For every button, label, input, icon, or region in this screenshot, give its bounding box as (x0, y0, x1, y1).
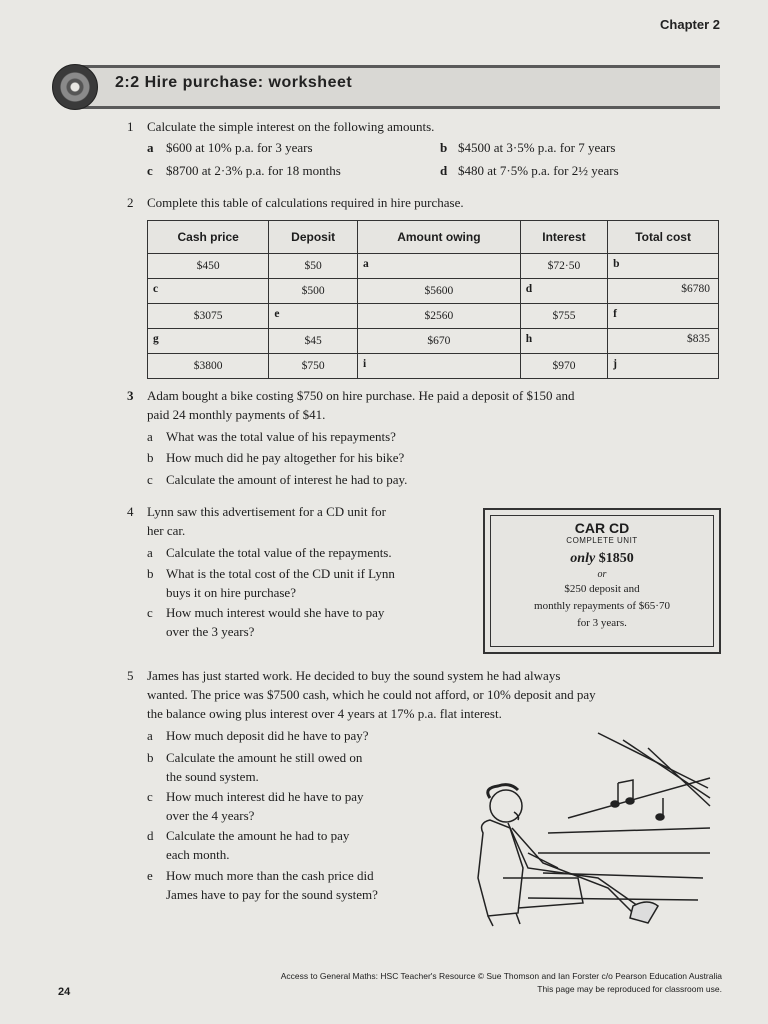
ad-terms: for 3 years. (577, 617, 627, 629)
part-label: d (440, 163, 448, 178)
question-5-line: wanted. The price was $7500 cash, which he could not afford, or 10% deposit and pay (147, 687, 596, 702)
table-cell: $500 (269, 279, 358, 304)
question-2-prompt: Complete this table of calculations required in hire purchase. (147, 195, 464, 210)
part-label: a (147, 140, 154, 155)
table-cell: $3800 (148, 354, 269, 379)
ad-price-value: $1850 (598, 551, 634, 566)
table-cell: $750 (269, 354, 358, 379)
table-cell: $45 (269, 329, 358, 354)
part-label: a (147, 728, 153, 743)
ad-title: CAR CD (574, 520, 630, 536)
table-cell: $670 (357, 329, 520, 354)
footer-reproduce-note: This page may be reproduced for classroom use. (537, 984, 722, 994)
question-5-part-d: each month. (166, 847, 230, 862)
question-5-part-c: over the 4 years? (166, 808, 255, 823)
cell-value: $6780 (681, 283, 710, 295)
question-5-line: the balance owing plus interest over 4 years at 17% p.a. flat interest. (147, 706, 502, 721)
ad-terms: $250 deposit and (564, 583, 640, 595)
question-4-part-b: buys it on hire purchase? (166, 585, 296, 600)
question-5-part-d: Calculate the amount he had to pay (166, 828, 350, 843)
table-cell (608, 329, 719, 354)
blank-label: a (362, 258, 369, 270)
blank-label: g (153, 333, 159, 345)
column-header: Deposit (269, 221, 358, 254)
blank-label: d (525, 283, 533, 295)
advertisement-frame (490, 515, 714, 647)
question-4-part-c: How much interest would she have to pay (166, 605, 385, 620)
table-cell (608, 254, 719, 279)
chapter-label: Chapter 2 (660, 17, 720, 32)
question-1-part-c: $8700 at 2·3% p.a. for 18 months (166, 163, 341, 178)
question-number: 5 (127, 668, 134, 683)
ad-subtitle: COMPLETE UNIT (566, 536, 638, 545)
table-cell (520, 279, 607, 304)
ad-terms: monthly repayments of $65·70 (534, 600, 670, 612)
question-5-part-b: the sound system. (166, 769, 259, 784)
footer-copyright: Access to General Maths: HSC Teacher's Resource © Sue Thomson and Ian Forster c/o Pearson Education Australia (280, 971, 722, 981)
part-label: b (440, 140, 448, 155)
question-3-line: Adam bought a bike costing $750 on hire purchase. He paid a deposit of $150 and (147, 388, 575, 403)
blank-label: f (613, 308, 617, 320)
question-4-line: Lynn saw this advertisement for a CD unit for (147, 504, 387, 519)
table-row (148, 354, 719, 379)
question-5-part-b: Calculate the amount he still owed on (166, 750, 363, 765)
table-cell (608, 354, 719, 379)
hire-purchase-table (147, 220, 719, 379)
table-cell: $2560 (357, 304, 520, 329)
part-label: c (147, 163, 153, 178)
table-cell (269, 304, 358, 329)
question-5-part-e: James have to pay for the sound system? (166, 887, 378, 902)
part-label: c (147, 789, 153, 804)
column-header: Amount owing (357, 221, 520, 254)
table-row (148, 279, 719, 304)
part-label: a (147, 429, 153, 444)
table-cell: $5600 (357, 279, 520, 304)
question-5-line: James has just started work. He decided to buy the sound system he had always (147, 668, 561, 683)
table-row (148, 329, 719, 354)
ad-or: or (597, 569, 607, 580)
question-number: 3 (127, 388, 134, 403)
worksheet-title: 2:2 Hire purchase: worksheet (115, 74, 353, 91)
table-row (148, 304, 719, 329)
question-5-part-a: How much deposit did he have to pay? (166, 728, 369, 743)
question-1-part-a: $600 at 10% p.a. for 3 years (166, 140, 313, 155)
part-label: e (147, 868, 153, 883)
question-number: 4 (127, 504, 134, 519)
question-number: 1 (127, 119, 134, 134)
ad-price (491, 551, 713, 567)
man-in-armchair-illustration (448, 728, 718, 928)
part-label: d (147, 828, 154, 843)
table-cell: $755 (520, 304, 607, 329)
footer-credit (281, 970, 722, 996)
table-cell (520, 329, 607, 354)
part-label: b (147, 566, 154, 581)
table-cell (148, 329, 269, 354)
part-label: b (147, 750, 154, 765)
part-label: c (147, 605, 153, 620)
question-1-part-b: $4500 at 3·5% p.a. for 7 years (458, 140, 616, 155)
question-1-prompt: Calculate the simple interest on the following amounts. (147, 119, 435, 134)
question-4-part-a: Calculate the total value of the repayments. (166, 545, 392, 560)
table-cell: $50 (269, 254, 358, 279)
question-number: 2 (127, 195, 134, 210)
table-cell (357, 254, 520, 279)
part-label: b (147, 450, 154, 465)
table-cell: $3075 (148, 304, 269, 329)
column-header: Total cost (608, 221, 719, 254)
page-number: 24 (58, 986, 71, 998)
column-header: Cash price (148, 221, 269, 254)
question-4-part-c: over the 3 years? (166, 624, 255, 639)
table-cell (608, 304, 719, 329)
question-4-line: her car. (147, 523, 186, 538)
table-cell: $72·50 (520, 254, 607, 279)
question-5-part-e: How much more than the cash price did (166, 868, 374, 883)
blank-label: c (153, 283, 159, 295)
part-label: a (147, 545, 153, 560)
part-label: c (147, 472, 153, 487)
table-cell: $970 (520, 354, 607, 379)
question-3-part-a: What was the total value of his repayments? (166, 429, 396, 444)
table-cell (357, 354, 520, 379)
car-cd-advertisement (483, 508, 721, 654)
question-4-part-b: What is the total cost of the CD unit if Lynn (166, 566, 395, 581)
question-5-part-c: How much interest did he have to pay (166, 789, 364, 804)
blank-label: b (613, 258, 620, 270)
table-cell (148, 279, 269, 304)
table-cell (608, 279, 719, 304)
question-1-part-d: $480 at 7·5% p.a. for 2½ years (458, 163, 619, 178)
cell-value: $835 (687, 333, 710, 345)
table-cell: $450 (148, 254, 269, 279)
column-header: Interest (520, 221, 607, 254)
question-3-line: paid 24 monthly payments of $41. (147, 407, 326, 422)
cd-disc-icon (52, 64, 98, 110)
blank-label: j (613, 358, 617, 370)
question-3-part-c: Calculate the amount of interest he had to pay. (166, 472, 408, 487)
table-row (148, 254, 719, 279)
blank-label: e (274, 308, 280, 320)
question-3-part-b: How much did he pay altogether for his bike? (166, 450, 405, 465)
blank-label: h (525, 333, 533, 345)
blank-label: i (362, 358, 367, 370)
ad-only: only (570, 551, 596, 566)
